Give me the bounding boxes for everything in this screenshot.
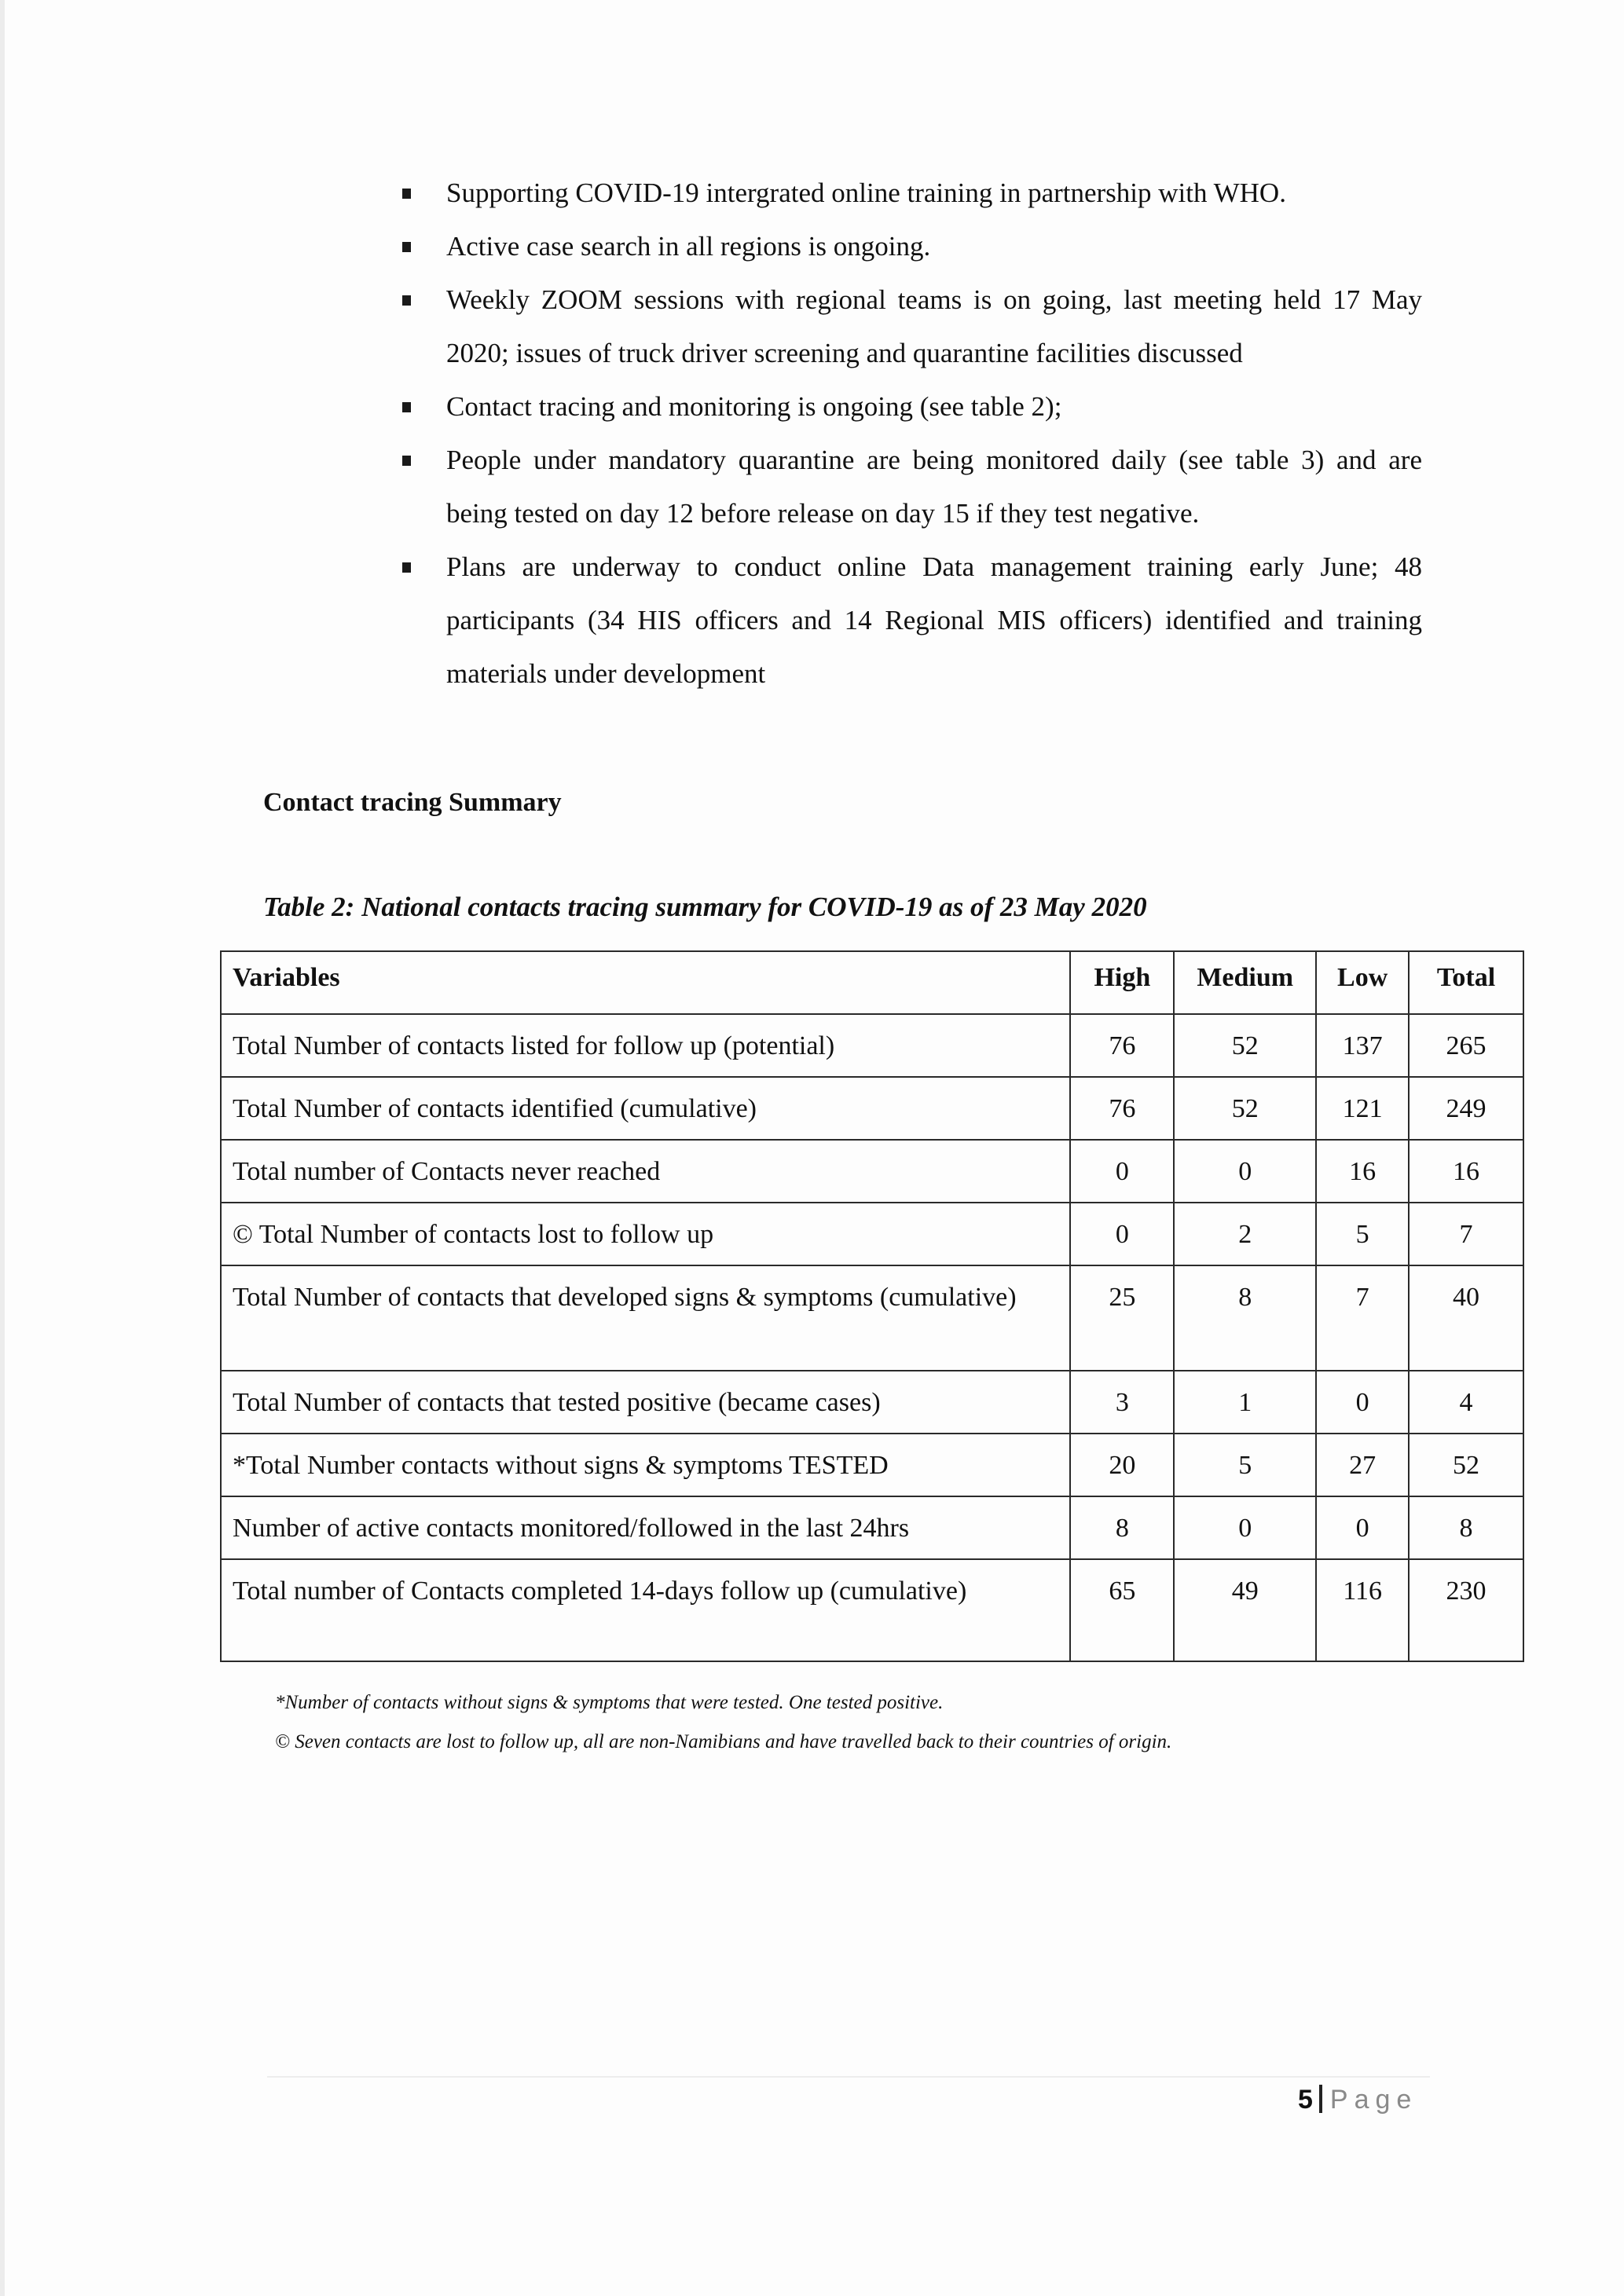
cell-total: 265 — [1409, 1014, 1523, 1077]
bullet-text: Active case search in all regions is ongoing. — [446, 231, 931, 262]
section-heading: Contact tracing Summary — [263, 788, 562, 817]
bullet-text: Weekly ZOOM sessions with regional teams is on going, last meeting held 17 May 2020; issues of truck driver screening and quarantine facilities discussed — [446, 284, 1422, 368]
cell-high: 3 — [1070, 1371, 1174, 1434]
bullet-item — [393, 434, 1422, 540]
bullet-item — [393, 380, 1422, 434]
bullet-text: Plans are underway to conduct online Data management training early June; 48 participants (34 HIS officers and 14 Regional MIS officers) identified and training materials under development — [446, 551, 1422, 689]
square-bullet-icon — [402, 242, 411, 252]
cell-variable: Total Number of contacts identified (cumulative) — [221, 1077, 1070, 1140]
cell-total: 16 — [1409, 1140, 1523, 1203]
header-low: Low — [1316, 951, 1409, 1014]
cell-variable: Total Number of contacts that tested positive (became cases) — [221, 1371, 1070, 1434]
bullet-item — [393, 273, 1422, 380]
cell-low: 7 — [1316, 1265, 1409, 1371]
header-high: High — [1070, 951, 1174, 1014]
cell-low: 5 — [1316, 1203, 1409, 1265]
cell-medium: 5 — [1174, 1434, 1316, 1496]
cell-variable: Total Number of contacts that developed signs & symptoms (cumulative) — [221, 1265, 1070, 1371]
cell-medium: 49 — [1174, 1559, 1316, 1661]
table-header-row — [221, 951, 1523, 1014]
cell-medium: 52 — [1174, 1014, 1316, 1077]
cell-total: 40 — [1409, 1265, 1523, 1371]
bullet-text: Supporting COVID-19 intergrated online training in partnership with WHO. — [446, 178, 1286, 208]
bullet-item — [393, 220, 1422, 273]
footer-divider — [267, 2076, 1430, 2078]
cell-high: 65 — [1070, 1559, 1174, 1661]
square-bullet-icon — [402, 402, 411, 412]
header-medium: Medium — [1174, 951, 1316, 1014]
footnote-lost-to-follow-up: © Seven contacts are lost to follow up, all are non-Namibians and have travelled back to their countries of origin. — [275, 1731, 1172, 1752]
table-row — [221, 1434, 1523, 1496]
table-row — [221, 1371, 1523, 1434]
cell-variable: © Total Number of contacts lost to follow up — [221, 1203, 1070, 1265]
cell-total: 4 — [1409, 1371, 1523, 1434]
contact-tracing-table — [220, 950, 1524, 1662]
table-caption: Table 2: National contacts tracing summary for COVID-19 as of 23 May 2020 — [263, 892, 1147, 922]
cell-high: 20 — [1070, 1434, 1174, 1496]
cell-variable: Total Number of contacts listed for follow up (potential) — [221, 1014, 1070, 1077]
cell-total: 8 — [1409, 1496, 1523, 1559]
footnote-tested: *Number of contacts without signs & symptoms that were tested. One tested positive. — [275, 1692, 944, 1713]
cell-medium: 0 — [1174, 1140, 1316, 1203]
square-bullet-icon — [402, 456, 411, 466]
cell-high: 0 — [1070, 1203, 1174, 1265]
cell-medium: 0 — [1174, 1496, 1316, 1559]
cell-low: 16 — [1316, 1140, 1409, 1203]
activity-bullet-list — [393, 167, 1422, 701]
table-row — [221, 1140, 1523, 1203]
cell-high: 76 — [1070, 1077, 1174, 1140]
header-total: Total — [1409, 951, 1523, 1014]
cell-total: 7 — [1409, 1203, 1523, 1265]
table-footnotes — [275, 1683, 1171, 1762]
page-separator — [1319, 2085, 1322, 2113]
cell-high: 76 — [1070, 1014, 1174, 1077]
table-row — [221, 1496, 1523, 1559]
cell-low: 27 — [1316, 1434, 1409, 1496]
cell-high: 8 — [1070, 1496, 1174, 1559]
square-bullet-icon — [402, 562, 411, 573]
page-edge-shadow — [0, 0, 5, 2296]
cell-total: 52 — [1409, 1434, 1523, 1496]
cell-medium: 8 — [1174, 1265, 1316, 1371]
cell-total: 230 — [1409, 1559, 1523, 1661]
bullet-text: People under mandatory quarantine are being monitored daily (see table 3) and are being tested on day 12 before release on day 15 if they test negative. — [446, 445, 1422, 529]
cell-medium: 1 — [1174, 1371, 1316, 1434]
cell-low: 0 — [1316, 1371, 1409, 1434]
page-number: 5 — [1298, 2085, 1313, 2115]
cell-variable: Number of active contacts monitored/followed in the last 24hrs — [221, 1496, 1070, 1559]
table-row — [221, 1265, 1523, 1371]
cell-high: 25 — [1070, 1265, 1174, 1371]
cell-variable: Total number of Contacts completed 14-days follow up (cumulative) — [221, 1559, 1070, 1661]
cell-high: 0 — [1070, 1140, 1174, 1203]
page-label: Page — [1329, 2085, 1418, 2115]
page-number-footer — [1298, 2085, 1417, 2115]
cell-low: 0 — [1316, 1496, 1409, 1559]
square-bullet-icon — [402, 295, 411, 306]
cell-variable: Total number of Contacts never reached — [221, 1140, 1070, 1203]
bullet-item — [393, 167, 1422, 220]
cell-low: 121 — [1316, 1077, 1409, 1140]
cell-medium: 52 — [1174, 1077, 1316, 1140]
bullet-item — [393, 540, 1422, 701]
table-row — [221, 1559, 1523, 1661]
header-variables: Variables — [221, 951, 1070, 1014]
table-row — [221, 1077, 1523, 1140]
bullet-text: Contact tracing and monitoring is ongoing (see table 2); — [446, 391, 1062, 422]
cell-low: 116 — [1316, 1559, 1409, 1661]
cell-low: 137 — [1316, 1014, 1409, 1077]
table-row — [221, 1203, 1523, 1265]
cell-medium: 2 — [1174, 1203, 1316, 1265]
square-bullet-icon — [402, 189, 411, 199]
cell-variable: *Total Number contacts without signs & symptoms TESTED — [221, 1434, 1070, 1496]
table-row — [221, 1014, 1523, 1077]
cell-total: 249 — [1409, 1077, 1523, 1140]
